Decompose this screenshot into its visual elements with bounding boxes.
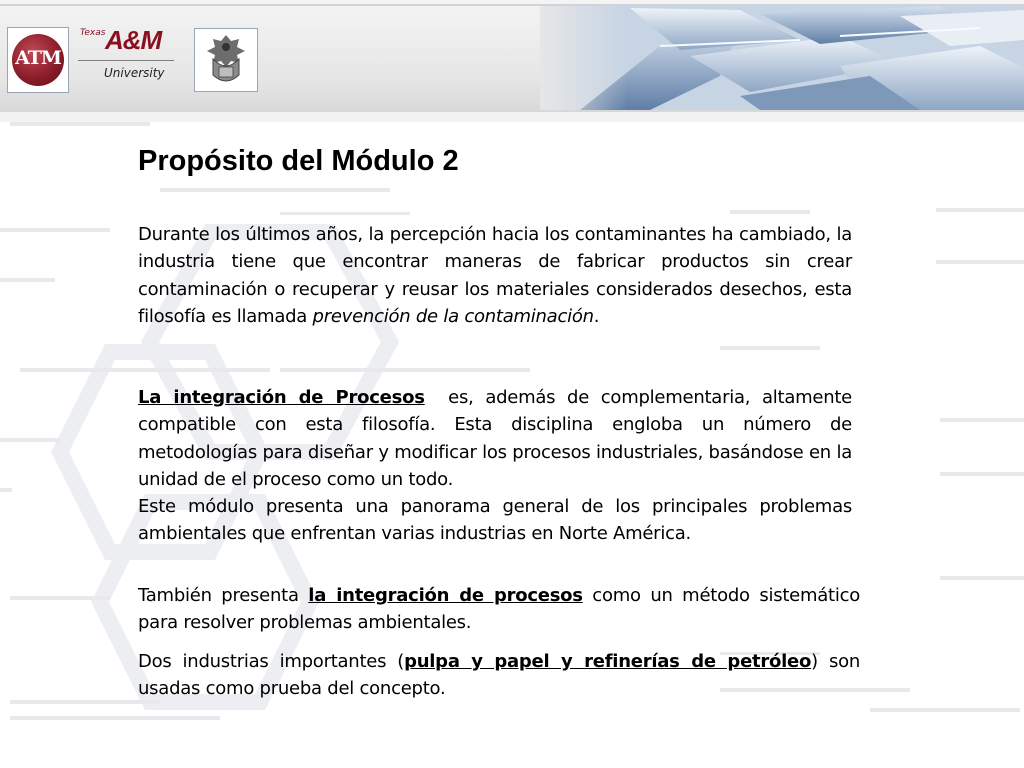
paragraph2-text: es, además de complementaria, altamente compatible con esta filosofía. Esta disciplina engloba un número de metodologías para diseñar y modificar los procesos industriales, basándose en la unidad de el proceso como un todo. [138,387,858,490]
paragraph-process-integration [138,384,858,548]
texas-am-logo: ATM [7,27,69,93]
state-seal-logo [194,28,258,92]
texas-am-wordmark [78,26,178,86]
paragraph1-end: . [593,305,600,327]
brand-texas: Texas [80,28,106,38]
paragraph5-text: ) son usadas como prueba del concepto. [138,651,861,700]
paragraph2-lead: La integración de Procesos [138,387,425,408]
paragraph3-text: Este módulo presenta una panorama general de los principales problemas ambientales que enfrentan varias industrias en Norte América. [138,496,852,545]
paragraph1-emphasis: prevención de la contaminación [312,305,594,327]
paragraph5-lead: pulpa y papel y refinerías de petróleo [404,651,812,672]
brand-am: A&M [105,25,162,55]
paragraph5-start: Dos industrias importantes ( [138,651,405,672]
slide-title: Propósito del Módulo 2 [138,145,459,177]
paragraph4-start: También presenta [138,585,309,606]
steel-bars-banner-image [540,6,1024,110]
paragraph1-text: Durante los últimos años, la percepción hacia los contaminantes ha cambiado, la industria tiene que encontrar maneras de fabricar productos sin crear contaminación o recuperar y reusar los materiales considerados desechos, esta filosofía es llamada [138,224,852,327]
paragraph4-lead: la integración de procesos [308,585,583,606]
paragraph-pollution-prevention [138,221,852,330]
header-banner [0,0,1024,113]
brand-university: University [104,66,165,80]
header-bottom-strip [0,112,1024,122]
paragraph-industries [138,648,860,703]
paragraph-methodology [138,582,860,637]
paragraph4-text: como un método sistemático para resolver problemas ambientales. [138,585,861,634]
